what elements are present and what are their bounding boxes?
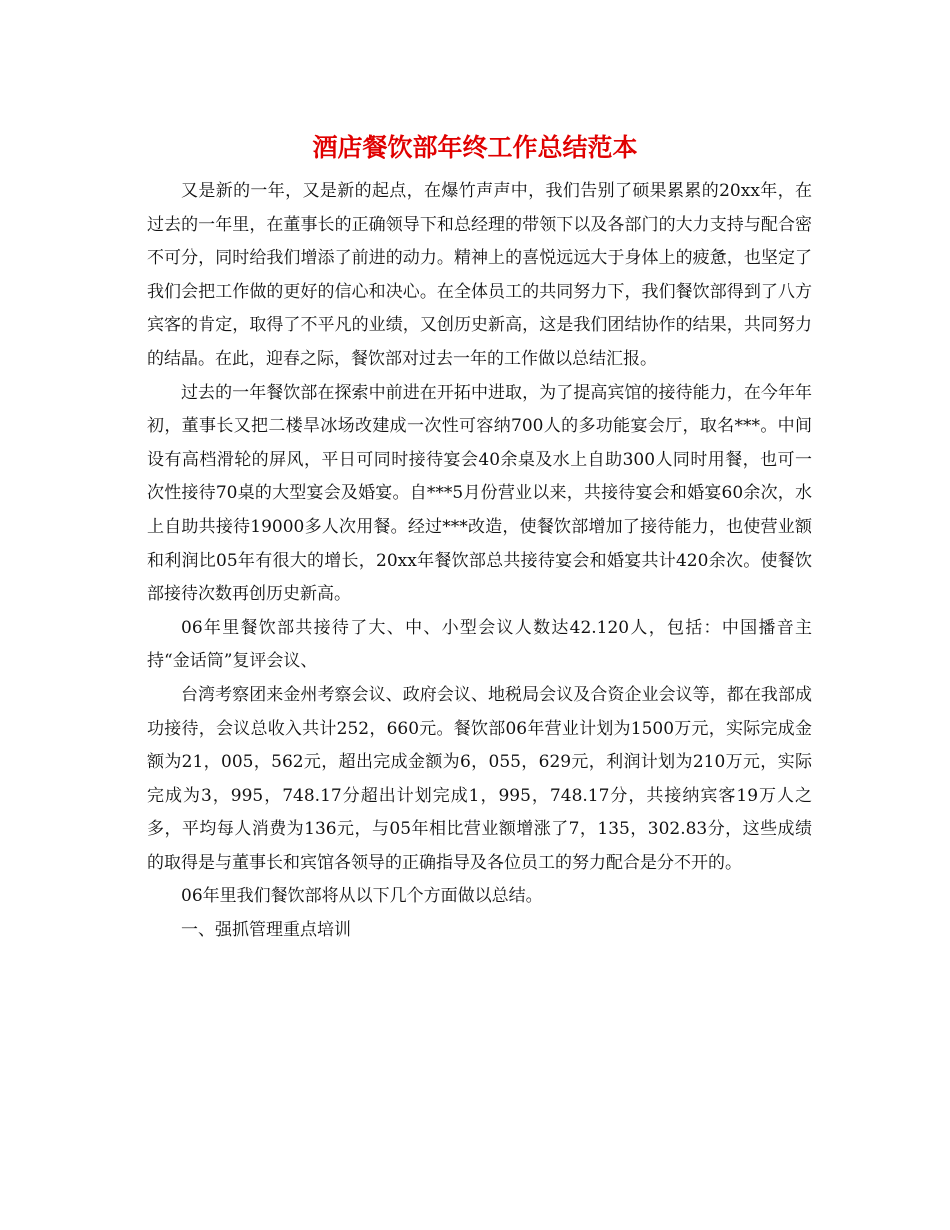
paragraph-intro: 又是新的一年，又是新的起点，在爆竹声声中，我们告别了硕果累累的20xx年，在过去的一年里，在董事长的正确领导下和总经理的带领下以及各部门的大力支持与配合密不可分，同时给我们增添了前进的动力。精神上的喜悦远远大于身体上的疲惫，也坚定了我们会把工作做的更好的信心和决心。在全体员工的共同努力下，我们餐饮部得到了八方宾客的肯定，取得了不平凡的业绩，又创历史新高，这是我们团结协作的结果，共同努力的结晶。在此，迎春之际，餐饮部对过去一年的工作做以总结汇报。	[147, 181, 812, 369]
paragraph-revenue: 台湾考察团来金州考察会议、政府会议、地税局会议及合资企业会议等，都在我部成功接待，会议总收入共计252，660元。餐饮部06年营业计划为1500万元，实际完成金额为21，005，562元，超出完成金额为6，055，629元，利润计划为210万元，实际完成为3，995，748.17分超出计划完成1，995，748.17分，共接纳宾客19万人之多，平均每人消费为136元，与05年相比营业额增涨了7，135，302.83分，这些成绩的取得是与董事长和宾馆各领导的正确指导及各位员工的努力配合是分不开的。	[147, 684, 812, 873]
paragraph-banquet-hall: 过去的一年餐饮部在探索中前进在开拓中进取，为了提高宾馆的接待能力，在今年年初，董事长又把二楼旱冰场改建成一次性可容纳700人的多功能宴会厅，取名***。中间设有高档滑轮的屏风，平日可同时接待宴会40余桌及水上自助300人同时用餐，也可一次性接待70桌的大型宴会及婚宴。自***5月份营业以来，共接待宴会和婚宴60余次，水上自助共接待19000多人次用餐。经过***改造，使餐饮部增加了接待能力，也使营业额和利润比05年有很大的增长，20xx年餐饮部总共接待宴会和婚宴共计420余次。使餐饮部接待次数再创历史新高。	[147, 382, 812, 605]
section-heading-1: 一、强抓管理重点培训	[181, 920, 351, 941]
document-title: 酒店餐饮部年终工作总结范本	[312, 133, 638, 162]
document-body	[147, 175, 812, 948]
paragraph-conferences: 06年里餐饮部共接待了大、中、小型会议人数达42.120人，包括：中国播音主持“金话筒”复评会议、	[147, 617, 812, 672]
paragraph-summary-intro: 06年里我们餐饮部将从以下几个方面做以总结。	[181, 886, 543, 907]
